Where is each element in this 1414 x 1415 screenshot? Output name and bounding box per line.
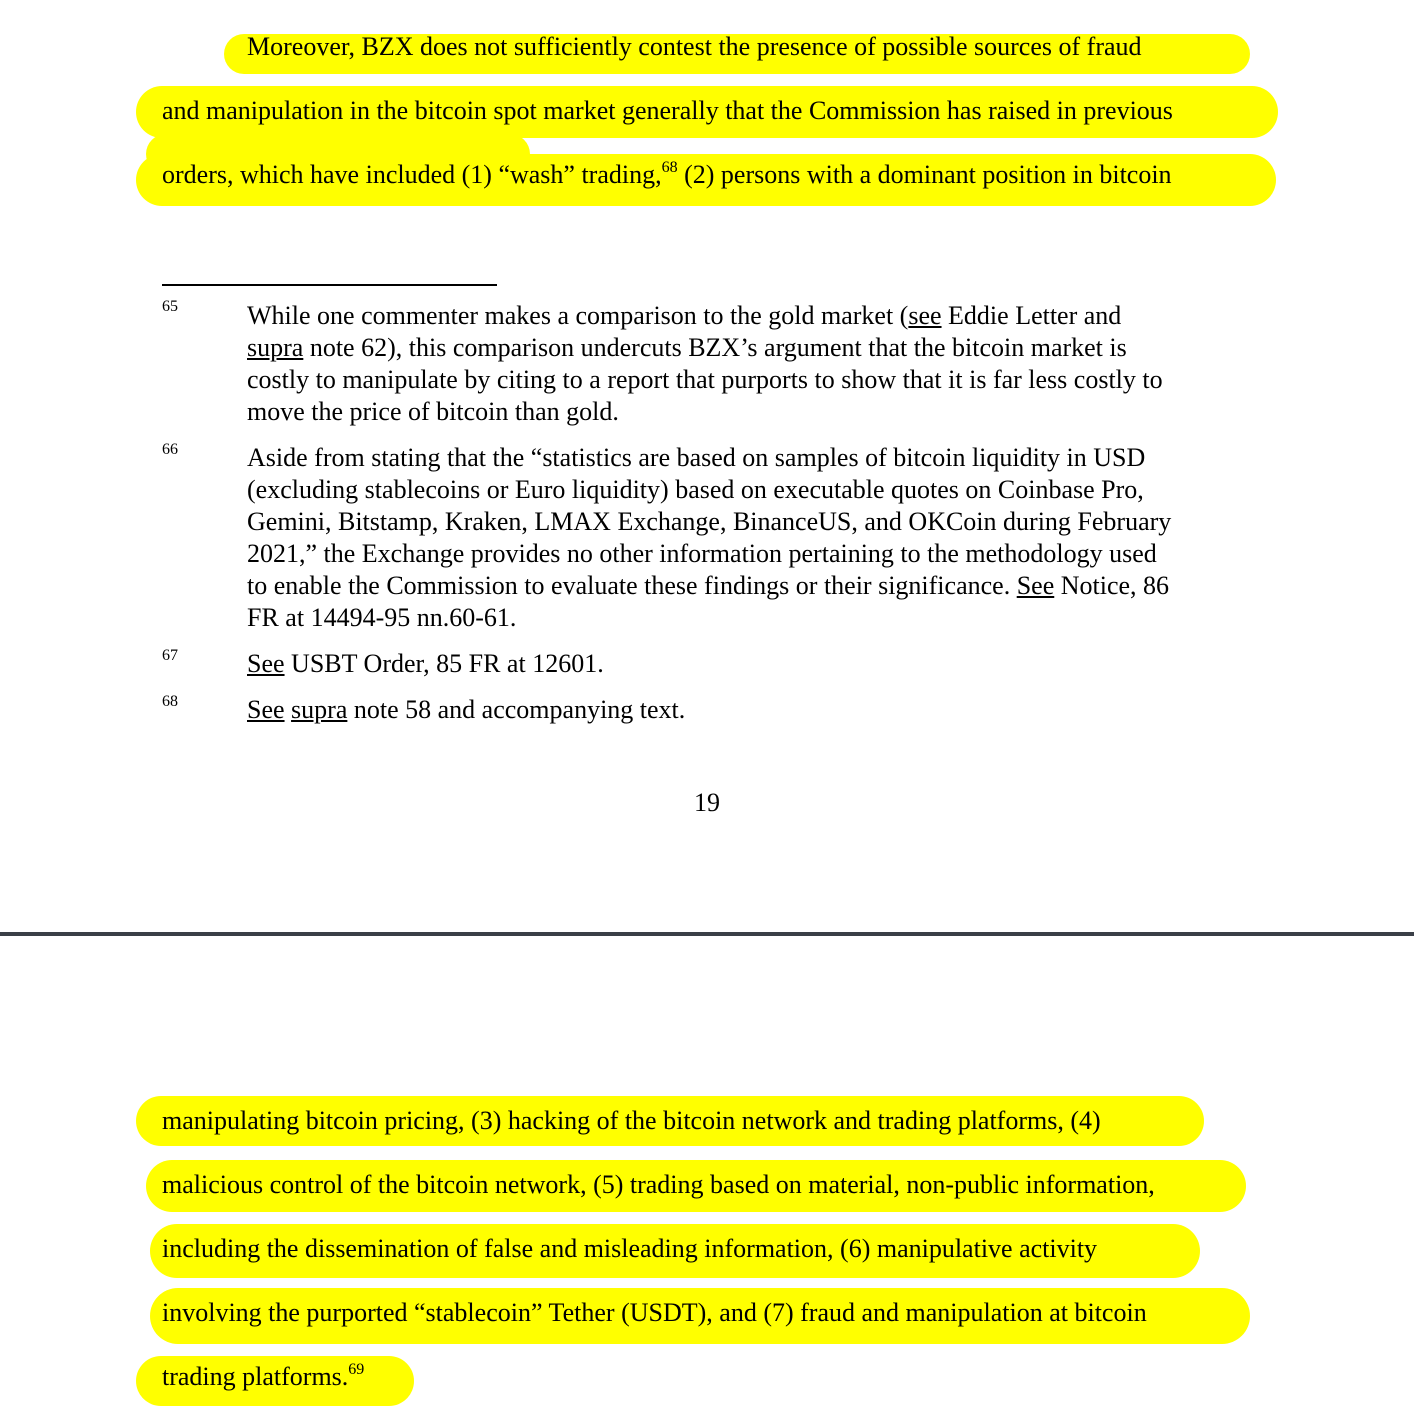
footnote-text: note 58 and accompanying text. <box>347 695 686 724</box>
body-text-line <box>162 160 1172 190</box>
citation-signal: see <box>908 301 942 330</box>
body-text-line: involving the purported “stablecoin” Tether (USDT), and (7) fraud and manipulation at bitcoin <box>162 1298 1147 1327</box>
footnote-number: 67 <box>162 647 178 664</box>
page-divider <box>0 932 1414 936</box>
footnote-text: USBT Order, 85 FR at 12601. <box>284 649 604 678</box>
footnote-text: note 62), this comparison undercuts BZX’s argument that the bitcoin market is <box>303 333 1127 362</box>
citation-signal: See <box>247 695 285 724</box>
footnote-text: 2021,” the Exchange provides no other information pertaining to the methodology used <box>247 539 1157 568</box>
footnote-text: FR at 14494-95 nn.60-61. <box>247 603 517 632</box>
citation-signal: See <box>1016 571 1055 600</box>
body-text-line: Moreover, BZX does not sufficiently contest the presence of possible sources of fraud <box>247 32 1142 61</box>
footnote-reference[interactable]: 69 <box>348 1361 365 1378</box>
footnote-text: Aside from stating that the “statistics are based on samples of bitcoin liquidity in USD <box>247 443 1146 472</box>
footnote-text: While one commenter makes a comparison to the gold market ( <box>247 301 909 330</box>
body-text-line: malicious control of the bitcoin network, (5) trading based on material, non-public information, <box>162 1170 1155 1199</box>
footnote-68 <box>247 694 1247 726</box>
body-text-segment: (2) persons with a dominant position in bitcoin <box>684 160 1172 189</box>
body-text-line: including the dissemination of false and misleading information, (6) manipulative activity <box>162 1234 1098 1263</box>
footnote-text: (excluding stablecoins or Euro liquidity) based on executable quotes on Coinbase Pro, <box>247 475 1144 504</box>
footnote-number: 65 <box>162 298 178 315</box>
citation-signal: supra <box>247 333 304 362</box>
footnote-text: Eddie Letter and <box>941 301 1122 330</box>
citation-signal: supra <box>291 695 348 724</box>
footnote-text: costly to manipulate by citing to a report that purports to show that it is far less costly to <box>247 365 1163 394</box>
footnote-separator <box>162 284 497 286</box>
footnote-66 <box>247 442 1247 634</box>
footnote-65 <box>247 300 1247 428</box>
citation-signal: See <box>247 649 285 678</box>
body-text-segment: trading platforms. <box>162 1362 349 1391</box>
body-text-segment: orders, which have included (1) “wash” trading, <box>162 160 662 189</box>
body-text-line: and manipulation in the bitcoin spot market generally that the Commission has raised in previous <box>162 96 1173 125</box>
footnote-reference[interactable]: 68 <box>661 159 678 176</box>
footnote-number: 68 <box>162 693 178 710</box>
footnote-text: Gemini, Bitstamp, Kraken, LMAX Exchange, BinanceUS, and OKCoin during February <box>247 507 1172 536</box>
page-number: 19 <box>694 788 720 817</box>
footnote-text: to enable the Commission to evaluate these findings or their significance. <box>247 571 1017 600</box>
body-text-line: manipulating bitcoin pricing, (3) hacking of the bitcoin network and trading platforms, (4) <box>162 1106 1101 1135</box>
footnote-67 <box>247 648 1247 680</box>
footnote-text: move the price of bitcoin than gold. <box>247 397 619 426</box>
footnote-number: 66 <box>162 441 178 458</box>
body-text-line <box>162 1362 364 1392</box>
footnote-text: Notice, 86 <box>1054 571 1170 600</box>
